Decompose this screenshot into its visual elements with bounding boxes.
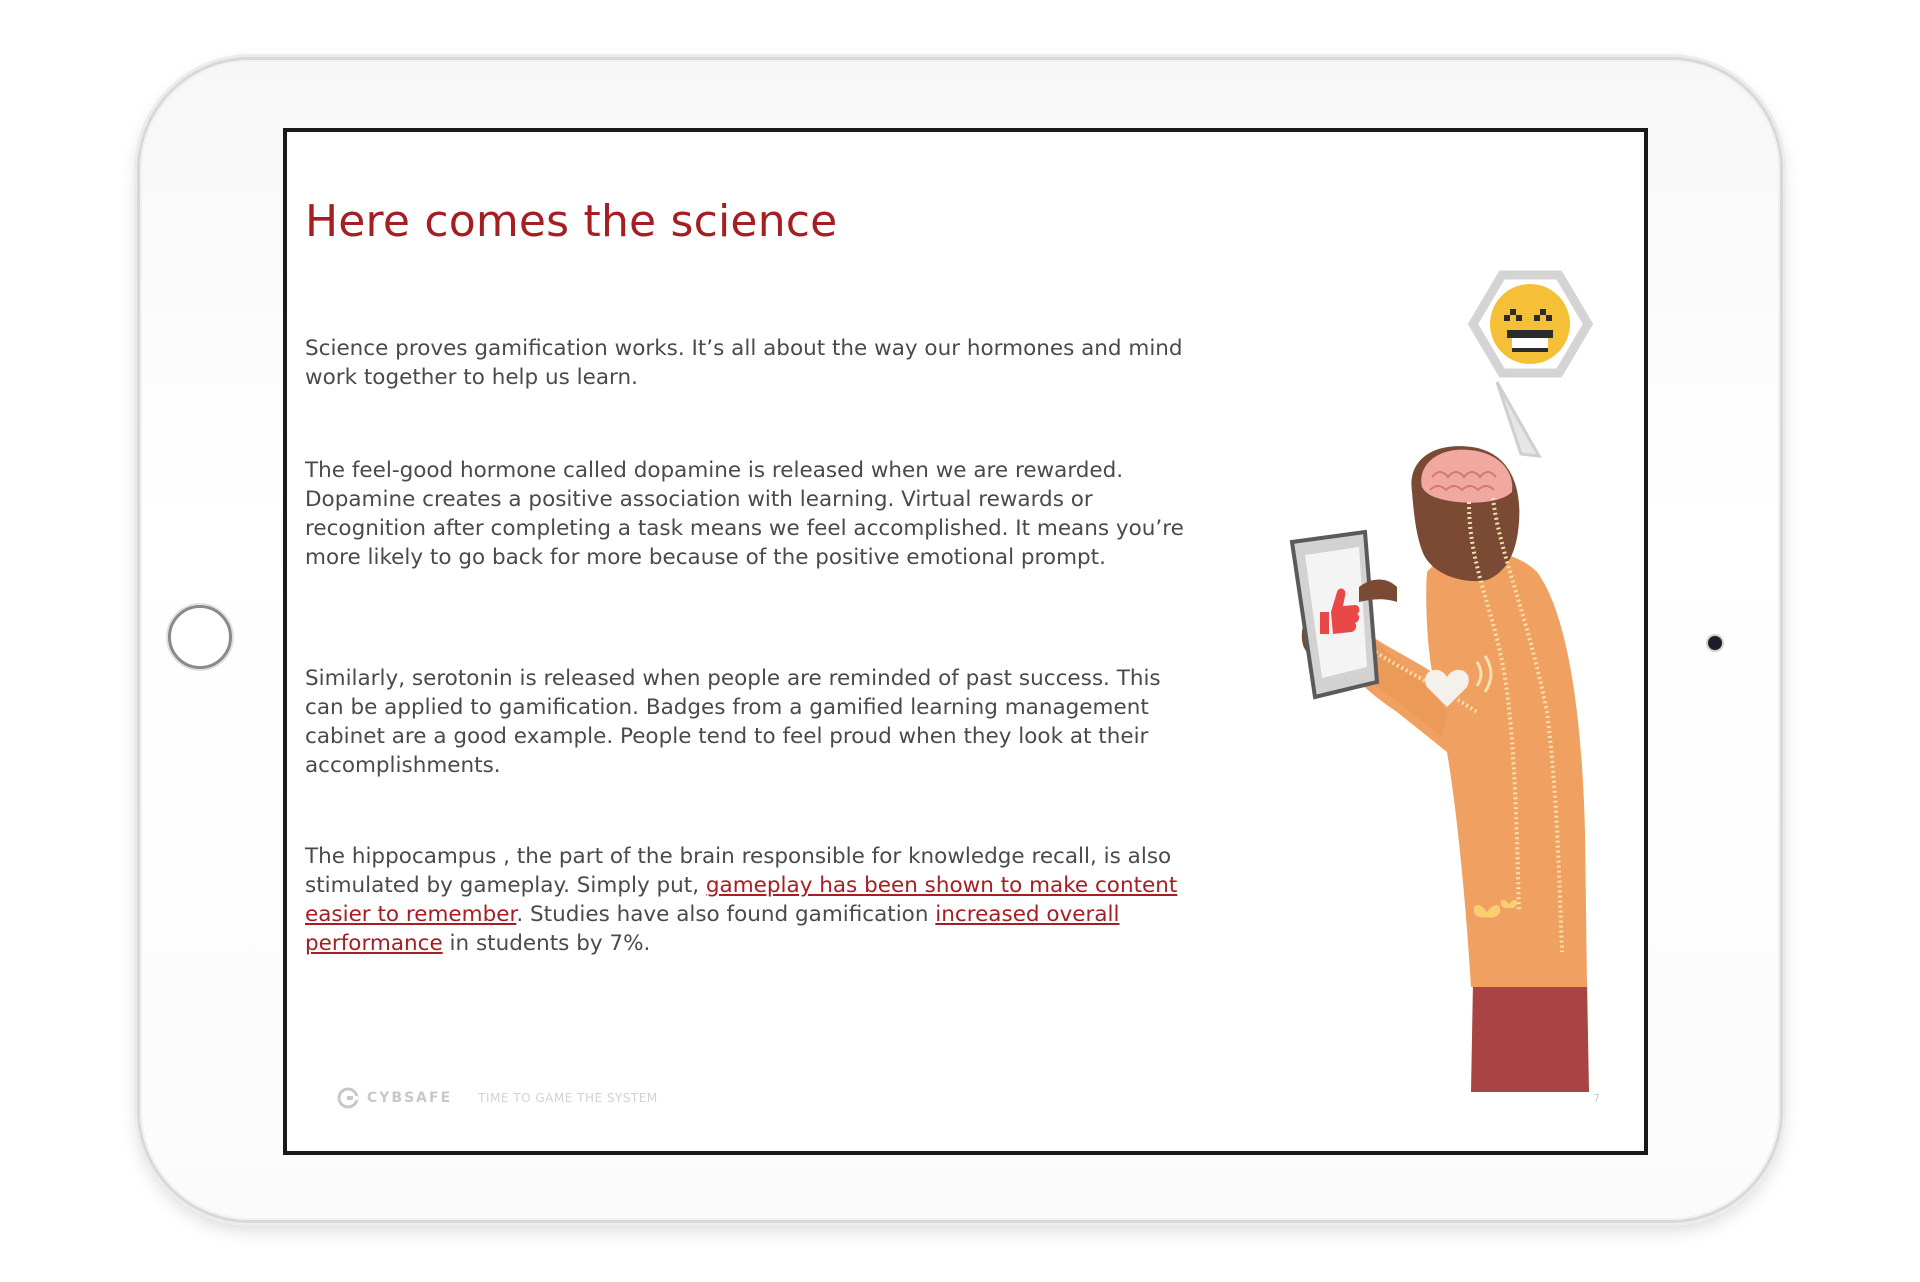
page-number: 7 (1593, 1092, 1600, 1105)
footer-tagline: TIME TO GAME THE SYSTEM (478, 1091, 658, 1105)
link-overall-performance[interactable]: increased overall performance (305, 902, 1120, 956)
hippocampus-text-1: The hippocampus , the part of the brain responsible for knowledge recall, is also stimulated by gameplay. Simply put, (305, 844, 1172, 898)
illustration-person-with-tablet (1247, 192, 1627, 1092)
tablet-screen (283, 128, 1648, 1155)
brain-icon (1421, 450, 1512, 503)
home-button[interactable] (168, 605, 232, 669)
trousers (1471, 982, 1589, 1092)
hippocampus-text-3: in students by 7%. (442, 931, 651, 956)
paragraph-serotonin: Similarly, serotonin is released when people are reminded of past success. This can be applied to gamification. Badges from a gamified learning management cabinet are a good example. People tend to feel proud when they look at their accomplishments. (305, 666, 1161, 778)
grinning-face-icon (1490, 284, 1570, 364)
footer (337, 1087, 658, 1109)
paragraph-dopamine: The feel-good hormone called dopamine is released when we are rewarded. Dopamine creates a positive association with learning. Virtual rewards or recognition after completing a task means we feel accomplished. It means you’re more likely to go back for more because of the positive emotional prompt. (305, 458, 1184, 570)
hippocampus-text-2: . Studies have also found gamification (516, 902, 936, 927)
cybsafe-logo-icon (337, 1087, 359, 1109)
shirt (1342, 551, 1587, 987)
front-camera (1708, 636, 1722, 650)
paragraph-hippocampus (305, 842, 1205, 958)
slide-title: Here comes the science (305, 196, 838, 247)
link-gameplay-memory[interactable]: gameplay has been shown to make content easier to remember (305, 873, 1178, 927)
footer-brand: CYBSAFE (367, 1090, 453, 1106)
paragraph-intro: Science proves gamification works. It’s all about the way our hormones and mind work together to help us learn. (305, 336, 1183, 390)
